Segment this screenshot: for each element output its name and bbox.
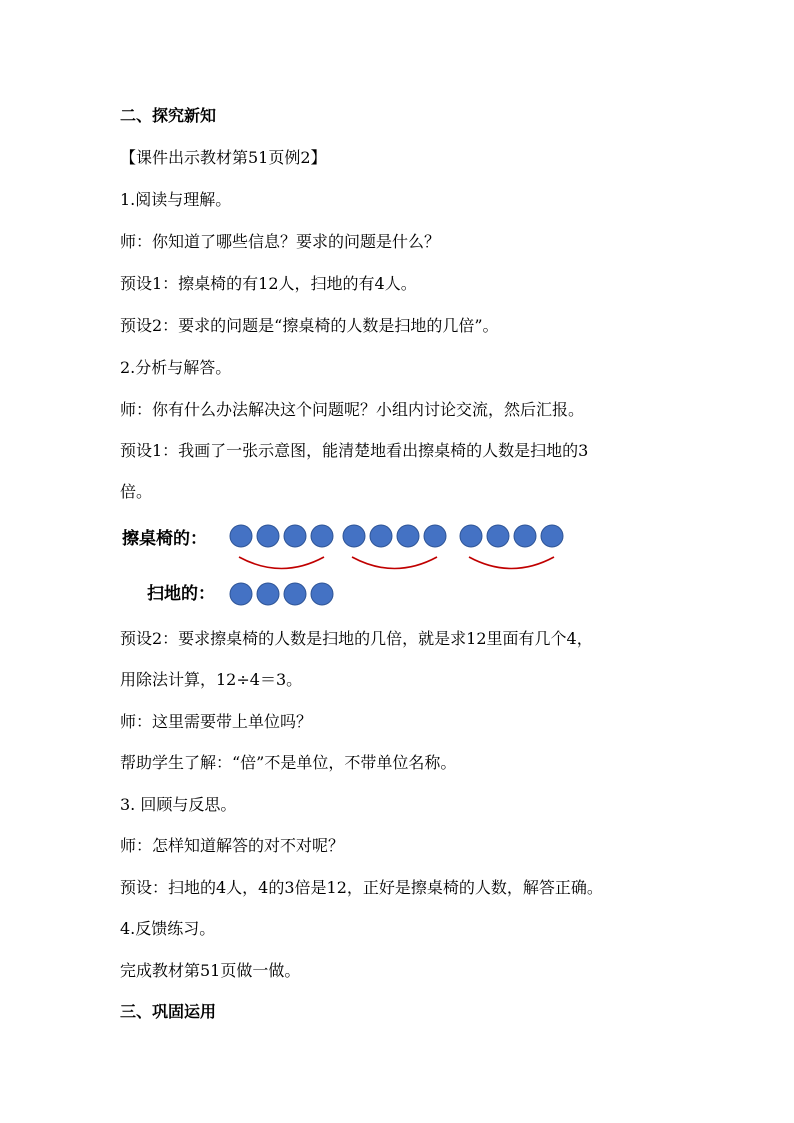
circle-wiping-desks [424, 525, 446, 547]
preset1-info: 预设1：擦桌椅的有12人，扫地的有4人。 [120, 274, 417, 293]
courseware-note: 【课件出示教材第51页例2】 [120, 148, 327, 167]
preset-check: 预设：扫地的4人，4的3倍是12，正好是擦桌椅的人数，解答正确。 [120, 878, 603, 897]
circle-sweeping [284, 583, 306, 605]
row-label-wiping-desks: 擦桌椅的： [122, 529, 207, 549]
preset2-calc-line1: 预设2：要求擦桌椅的人数是扫地的几倍，就是求12里面有几个4， [120, 629, 593, 648]
teacher-question-1: 师：你知道了哪些信息？要求的问题是什么？ [120, 232, 441, 251]
step1-title: 1.阅读与理解。 [120, 190, 232, 209]
circle-wiping-desks [514, 525, 536, 547]
multiplication-diagram [0, 514, 794, 614]
circle-wiping-desks [311, 525, 333, 547]
step4-title: 4.反馈练习。 [120, 919, 216, 938]
diagram-marks [0, 514, 794, 614]
teacher-question-2: 师：你有什么办法解决这个问题呢？小组内讨论交流，然后汇报。 [120, 400, 585, 419]
circle-wiping-desks [541, 525, 563, 547]
circle-sweeping [230, 583, 252, 605]
teacher-question-3: 师：这里需要带上单位吗？ [120, 712, 313, 731]
exercise-note: 完成教材第51页做一做。 [120, 961, 301, 980]
circle-wiping-desks [397, 525, 419, 547]
circle-wiping-desks [343, 525, 365, 547]
help-note: 帮助学生了解：“倍”不是单位，不带单位名称。 [120, 753, 457, 772]
circle-wiping-desks [230, 525, 252, 547]
circle-wiping-desks [284, 525, 306, 547]
circle-wiping-desks [257, 525, 279, 547]
circle-sweeping [257, 583, 279, 605]
circle-wiping-desks [370, 525, 392, 547]
row-label-sweeping: 扫地的： [147, 584, 215, 604]
circle-wiping-desks [487, 525, 509, 547]
preset1-diagram-line1: 预设1：我画了一张示意图，能清楚地看出擦桌椅的人数是扫地的3 [120, 441, 589, 460]
step3-title: 3. 回顾与反思。 [120, 795, 237, 814]
section-heading-explore: 二、探究新知 [120, 106, 217, 125]
group-brace [239, 557, 324, 569]
circle-sweeping [311, 583, 333, 605]
step2-title: 2.分析与解答。 [120, 358, 232, 377]
preset2-calc-line2: 用除法计算，12÷4＝3。 [120, 670, 303, 689]
group-brace [352, 557, 437, 569]
group-brace [469, 557, 554, 569]
preset1-diagram-line2: 倍。 [120, 482, 153, 501]
section-heading-consolidate: 三、巩固运用 [120, 1002, 217, 1021]
preset2-question: 预设2：要求的问题是“擦桌椅的人数是扫地的几倍”。 [120, 316, 499, 335]
teacher-question-4: 师：怎样知道解答的对不对呢？ [120, 836, 345, 855]
circle-wiping-desks [460, 525, 482, 547]
